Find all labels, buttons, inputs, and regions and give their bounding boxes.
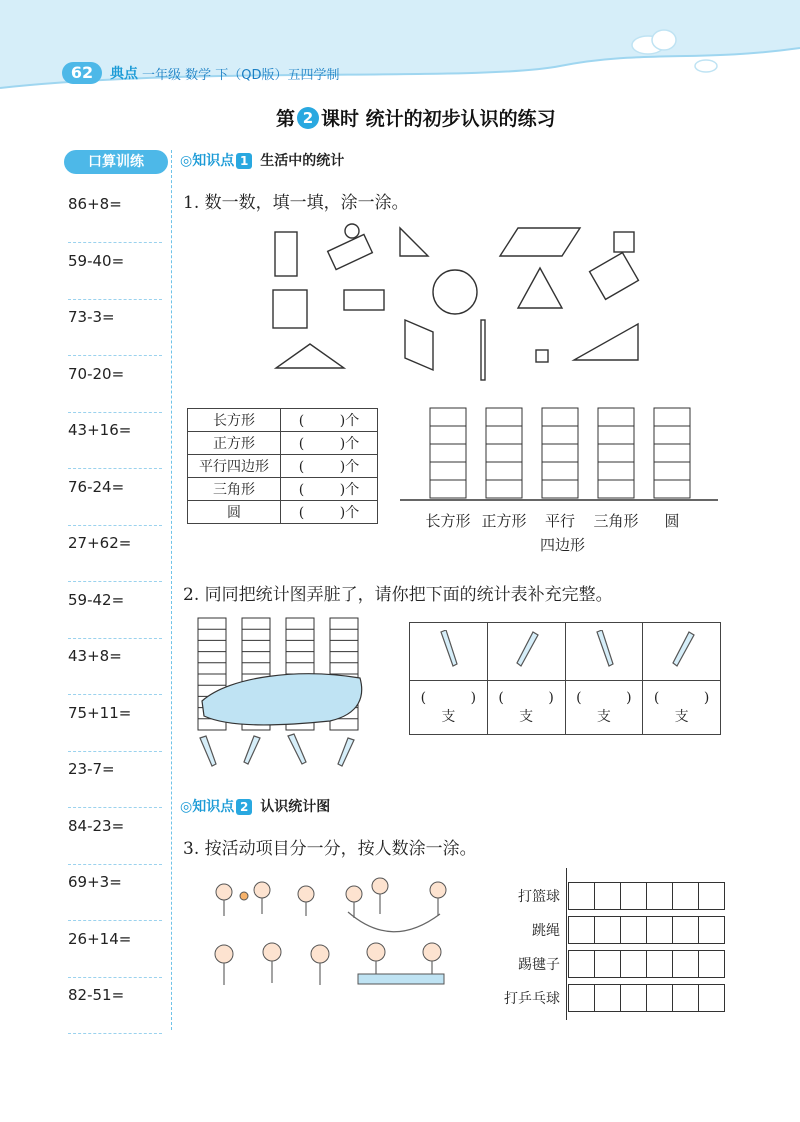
kp-label: 知识点 [192, 799, 235, 815]
count-blank[interactable]: ( ) [420, 689, 477, 706]
count-blank[interactable]: ( ) [653, 689, 710, 706]
brand-logo: 典点 [110, 66, 138, 82]
target-icon: ◎ [180, 799, 193, 815]
activity-cell[interactable] [594, 950, 621, 978]
activity-cell[interactable] [672, 916, 699, 944]
bar-cell[interactable] [486, 444, 522, 462]
book-title: 一年级 数学 下（QD版）五四学制 [142, 68, 340, 83]
activity-cell[interactable] [698, 984, 725, 1012]
kp-topic: 认识统计图 [260, 799, 331, 815]
pencil-count-cell[interactable] [565, 681, 643, 735]
oral-problem: 86+8= [68, 186, 162, 243]
shape-count-table [187, 408, 378, 524]
lesson-prefix: 第 [276, 108, 296, 130]
activity-label: 踢毽子 [518, 957, 560, 973]
activity-cell[interactable] [672, 950, 699, 978]
activity-cell[interactable] [672, 882, 699, 910]
kp-topic: 生活中的统计 [260, 153, 345, 169]
count-blank[interactable]: ( ) [498, 689, 554, 706]
bar-cell[interactable] [598, 408, 634, 426]
activity-cell[interactable] [620, 984, 647, 1012]
shape-name: 长方形 [188, 409, 281, 432]
activity-cell[interactable] [646, 984, 673, 1012]
pencil-icon-cell [643, 623, 721, 681]
oral-problem: 43+8= [68, 638, 162, 695]
bar-label-sub: 四边形 [540, 536, 586, 554]
unit-label: 支 [441, 708, 456, 725]
shape-count-row [188, 409, 378, 432]
stained-chart [190, 616, 370, 776]
oral-problem: 73-3= [68, 299, 162, 356]
pencil-icons [200, 734, 354, 766]
bar-cell[interactable] [430, 462, 466, 480]
activity-cell[interactable] [620, 882, 647, 910]
activity-cell[interactable] [698, 882, 725, 910]
bar-cell[interactable] [654, 462, 690, 480]
unit-label: 支 [674, 708, 689, 725]
activity-cell[interactable] [620, 916, 647, 944]
bar-cell[interactable] [654, 444, 690, 462]
shape-count-blank[interactable]: ( )个 [281, 432, 378, 455]
activity-bar-grid [486, 868, 736, 1018]
bar-cell[interactable] [430, 444, 466, 462]
activity-cell[interactable] [646, 916, 673, 944]
shape-count-blank[interactable]: ( )个 [281, 478, 378, 501]
bar-cell[interactable] [542, 408, 578, 426]
oral-problem: 27+62= [68, 525, 162, 582]
activity-cell[interactable] [568, 916, 595, 944]
bar-label: 圆 [664, 512, 680, 530]
lesson-title [276, 104, 556, 131]
pencil-icon [433, 630, 463, 670]
activity-row [486, 880, 736, 910]
header-wave-band [0, 0, 800, 100]
shape-count-row [188, 478, 378, 501]
shape-count-row [188, 455, 378, 478]
oral-problem: 84-23= [68, 808, 162, 865]
activity-label: 打篮球 [518, 889, 560, 905]
activity-label: 打乒乓球 [504, 991, 560, 1007]
bar-cell[interactable] [486, 480, 522, 498]
pencil-count-table [409, 622, 721, 735]
oral-problem: 70-20= [68, 356, 162, 413]
oral-problem: 59-42= [68, 582, 162, 639]
oral-problem: 23-7= [68, 751, 162, 808]
pencil-icon-cell [565, 623, 643, 681]
count-blank[interactable]: ( ) [576, 689, 632, 706]
pencil-count-cell[interactable] [643, 681, 721, 735]
bar-cell[interactable] [598, 444, 634, 462]
question-3-text: 3. 按活动项目分一分，按人数涂一涂。 [183, 839, 477, 859]
bar-label: 正方形 [481, 512, 527, 530]
lesson-name: 课时 统计的初步认识的练习 [321, 108, 556, 130]
bar-cell[interactable] [598, 426, 634, 444]
shape-count-blank[interactable]: ( )个 [281, 501, 378, 524]
shape-name: 圆 [188, 501, 281, 524]
bar-label: 三角形 [593, 512, 639, 530]
bar-cell[interactable] [654, 426, 690, 444]
oral-problem: 59-40= [68, 243, 162, 300]
activity-cell[interactable] [568, 984, 595, 1012]
question-2-text: 2. 同同把统计图弄脏了，请你把下面的统计表补充完整。 [183, 585, 613, 605]
shape-count-blank[interactable]: ( )个 [281, 455, 378, 478]
activity-cell[interactable] [698, 916, 725, 944]
shape-name: 三角形 [188, 478, 281, 501]
shape-count-row [188, 432, 378, 455]
bar-cell[interactable] [654, 408, 690, 426]
bar-cell[interactable] [598, 462, 634, 480]
bar-cell[interactable] [542, 480, 578, 498]
activity-cell[interactable] [620, 950, 647, 978]
activity-cell[interactable] [646, 950, 673, 978]
activity-cell[interactable] [672, 984, 699, 1012]
kp-label: 知识点 [192, 153, 235, 169]
lesson-number: 2 [297, 107, 319, 129]
pencil-icon-cell [487, 623, 565, 681]
shape-name: 正方形 [188, 432, 281, 455]
activity-row [486, 982, 736, 1012]
pencil-count-cell[interactable] [487, 681, 565, 735]
shape-count-blank[interactable]: ( )个 [281, 409, 378, 432]
activity-cell[interactable] [594, 984, 621, 1012]
activity-row [486, 914, 736, 944]
knowledge-point-2 [180, 796, 330, 816]
bar-cell[interactable] [542, 444, 578, 462]
activity-cell[interactable] [594, 916, 621, 944]
oral-problem: 69+3= [68, 864, 162, 921]
question-1-text: 1. 数一数，填一填，涂一涂。 [183, 193, 409, 213]
bar-cell[interactable] [542, 426, 578, 444]
pencil-icon-cell [410, 623, 488, 681]
shape-bar-grid [400, 404, 720, 504]
bar-cell[interactable] [430, 480, 466, 498]
bar-cell[interactable] [486, 408, 522, 426]
bar-cell[interactable] [486, 462, 522, 480]
shape-name: 平行四边形 [188, 455, 281, 478]
bar-cell[interactable] [430, 408, 466, 426]
bar-cell[interactable] [654, 480, 690, 498]
bar-label: 长方形 [425, 512, 471, 530]
activity-cell[interactable] [568, 882, 595, 910]
pencil-icon [667, 630, 697, 670]
oral-problem: 76-24= [68, 469, 162, 526]
bar-label: 平行 [544, 512, 575, 530]
bar-cell[interactable] [486, 426, 522, 444]
activity-label: 跳绳 [532, 923, 560, 939]
activity-cell[interactable] [646, 882, 673, 910]
oral-problem: 43+16= [68, 412, 162, 469]
oral-problem: 75+11= [68, 695, 162, 752]
pencil-icon [589, 630, 619, 670]
activity-row [486, 948, 736, 978]
oral-training-label: 口算训练 [64, 150, 168, 174]
pencil-icon [511, 630, 541, 670]
activity-cell[interactable] [698, 950, 725, 978]
activity-cell[interactable] [568, 950, 595, 978]
activity-cell[interactable] [594, 882, 621, 910]
pencil-count-cell[interactable] [410, 681, 488, 735]
oral-problem: 26+14= [68, 921, 162, 978]
oral-problem: 82-51= [68, 977, 162, 1034]
unit-label: 支 [519, 708, 534, 725]
page-number: 62 [62, 62, 102, 84]
bar-cell[interactable] [598, 480, 634, 498]
knowledge-point-1 [180, 150, 344, 170]
shapes-figure [260, 220, 680, 390]
bar-cell[interactable] [430, 426, 466, 444]
unit-label: 支 [596, 708, 611, 725]
children-activities-illustration [208, 876, 458, 1000]
target-icon: ◎ [180, 153, 193, 169]
shape-count-row [188, 501, 378, 524]
kp-number: 2 [236, 799, 252, 815]
bar-cell[interactable] [542, 462, 578, 480]
oral-column-divider [171, 150, 172, 1030]
kp-number: 1 [236, 153, 252, 169]
